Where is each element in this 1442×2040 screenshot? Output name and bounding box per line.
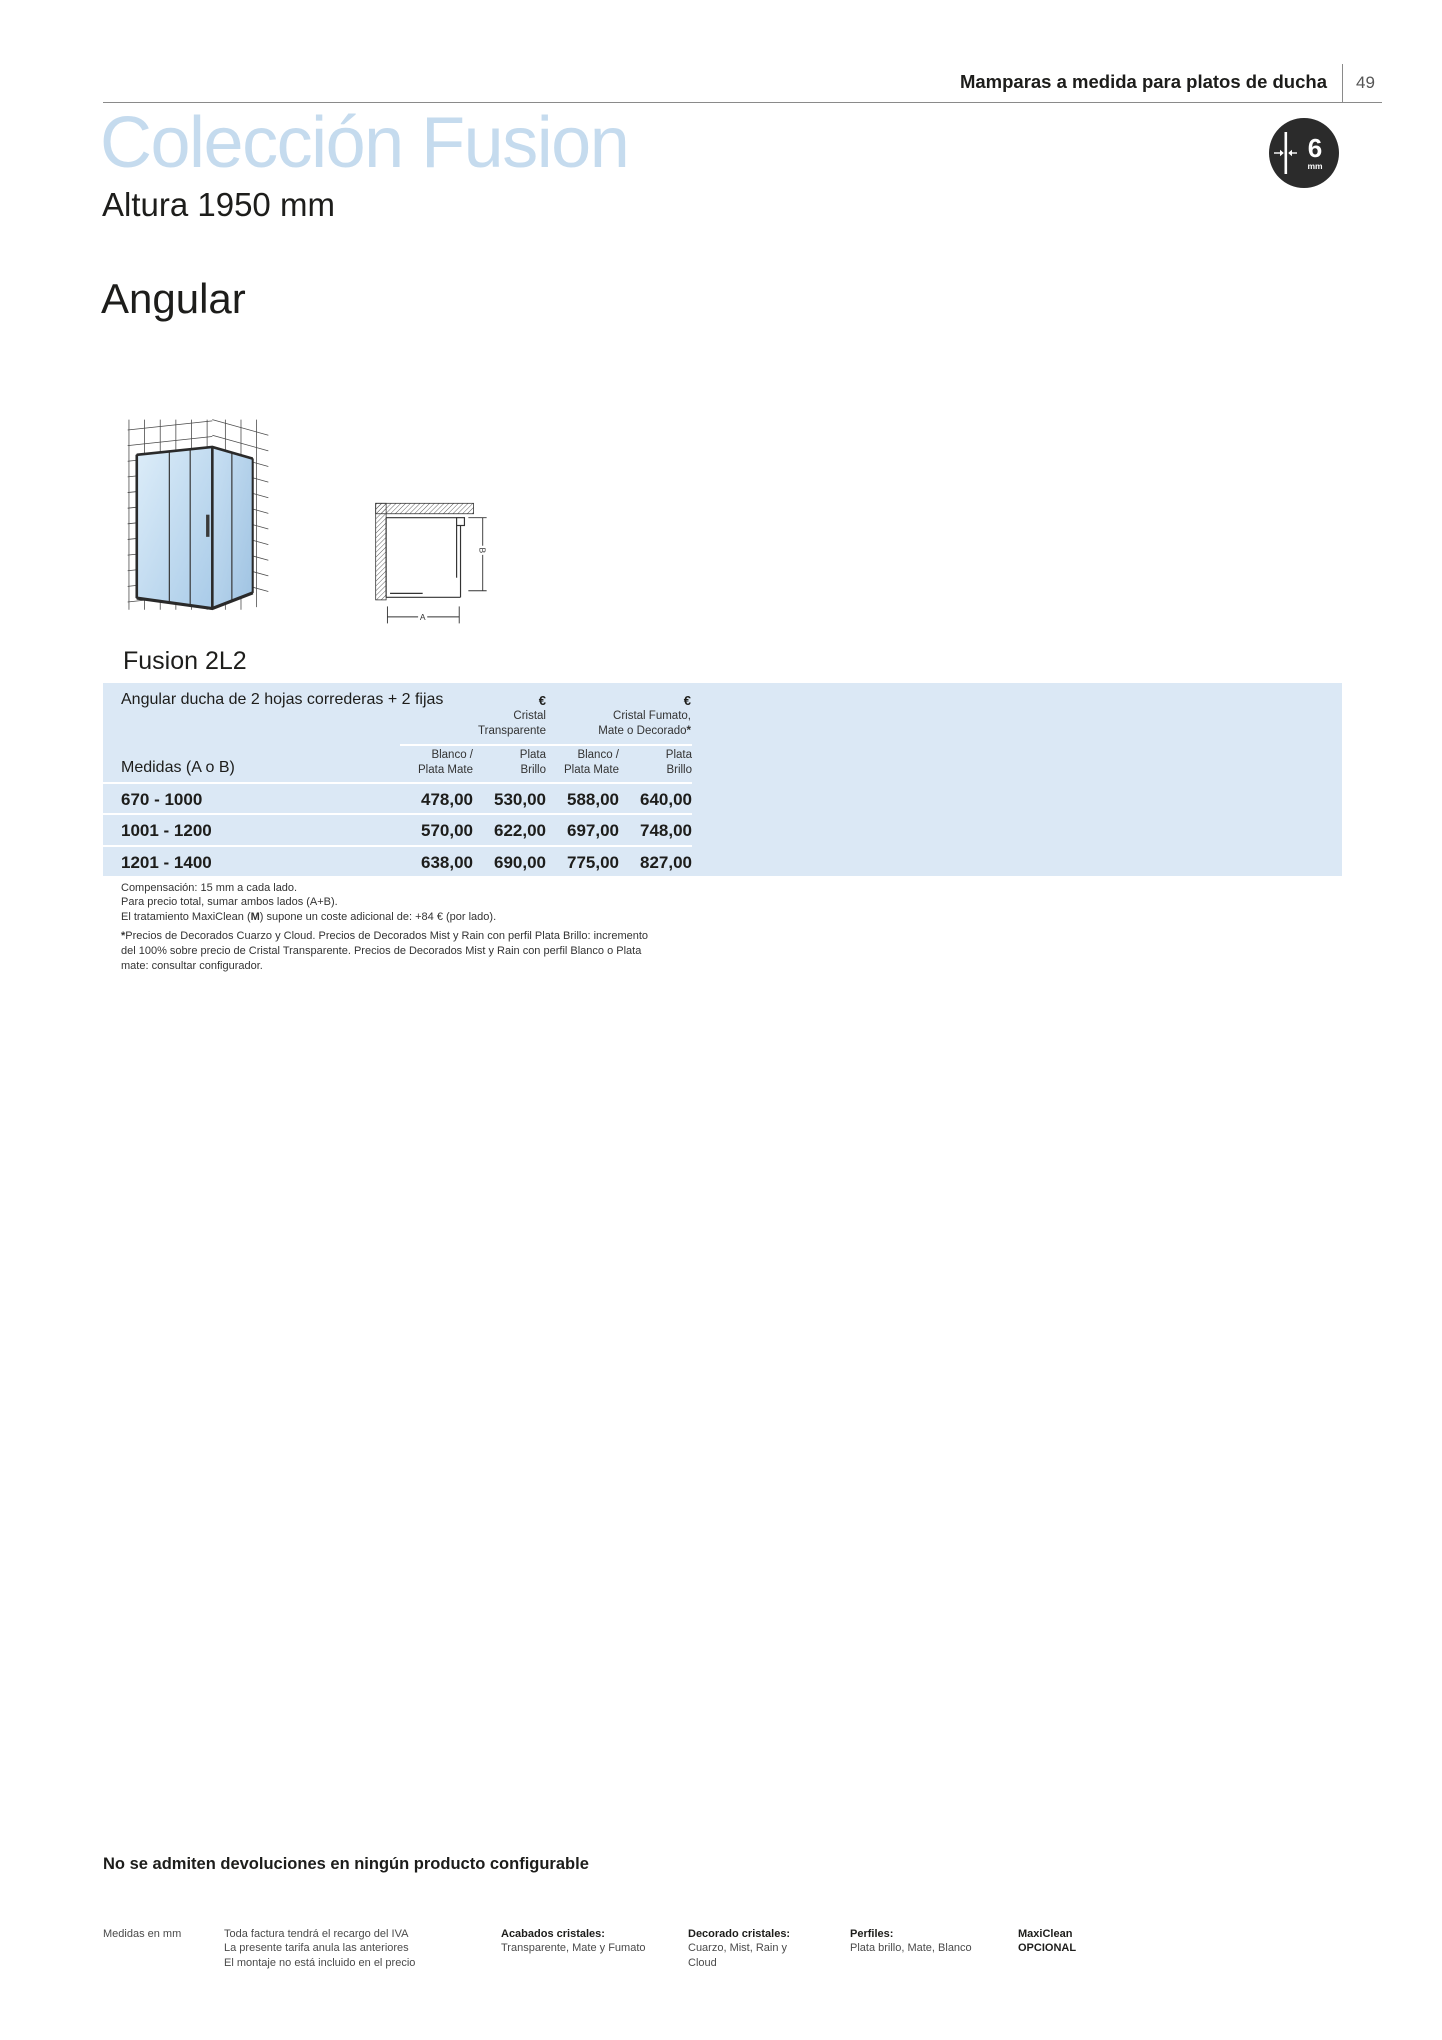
footer-column [224,1927,415,1970]
category-title: Angular [101,275,246,322]
footer-line: Cloud [688,1956,717,1969]
footnote-marker: * [686,724,691,737]
returns-disclaimer: No se admiten devoluciones en ningún producto configurable [103,1855,589,1873]
footer-column [501,1927,646,1956]
price-cell: 640,00 [640,790,692,809]
footer-column [103,1927,181,1941]
glass-group-label-line: Transparente [478,724,546,737]
footer-column [850,1927,972,1956]
note-text: El tratamiento MaxiClean ( [121,910,251,923]
note-compensation: Compensación: 15 mm a cada lado. [121,882,298,894]
finish-column-header [466,748,546,778]
price-cell: 622,00 [494,821,546,841]
footer-line: La presente tarifa anula las anteriores [224,1942,409,1955]
price-cell: 697,00 [567,821,619,841]
dimension-a-label: A [419,611,426,622]
side-glass-panel [212,447,252,609]
price-cell: 748,00 [640,821,692,841]
note-line: del 100% sobre precio de Cristal Transparente. Precios de Decorados Mist y Rain con perfil Blanco o Plata [121,944,642,957]
price-cell: 588,00 [567,790,619,809]
header-divider [1342,64,1343,102]
footnote-marker: * [121,930,126,942]
price-cell: 478,00 [421,790,473,809]
glass-group-label-line [531,724,691,739]
price-cell: 530,00 [494,790,546,809]
size-cell: 1001 - 1200 [121,821,212,841]
note-total: Para precio total, sumar ambos lados (A+B). [121,896,338,909]
size-cell: 1201 - 1400 [121,852,212,872]
floor-plan-diagram [373,502,488,626]
footer-label: MaxiClean [1018,1928,1073,1940]
finish-label-line: Blanco / [431,748,473,761]
finish-column-header [539,748,619,778]
note-line [121,929,648,944]
currency-symbol: € [538,693,546,708]
price-cell: 827,00 [640,852,692,872]
price-cell: 690,00 [494,852,546,872]
footer-label: Perfiles: [850,1928,894,1940]
footer-line: Cuarzo, Mist, Rain y [688,1942,788,1955]
footer-column [688,1927,790,1970]
note-maxiclean [121,910,496,924]
finish-column-header [612,748,692,778]
finish-label-line: Blanco / [577,748,619,761]
finish-column-header [393,748,473,778]
glass-group-label-text: Mate o Decorado [598,724,687,737]
page-number: 49 [1356,73,1375,92]
price-cell: 638,00 [421,852,473,872]
table-row [103,847,692,876]
finish-label-line: Plata Mate [418,763,473,776]
table-notes [121,881,496,924]
glass-pane-bar [1285,132,1288,174]
glass-thickness-icon [1268,117,1340,189]
price-cell: 570,00 [421,821,473,841]
footer-line: Toda factura tendrá el recargo del IVA [224,1928,409,1940]
door-handle-icon [206,515,209,537]
footer-line: OPCIONAL [1018,1942,1077,1955]
glass-group-label [531,709,691,739]
finish-label-line: Plata [519,748,546,761]
footer-line: Transparente, Mate y Fumato [501,1942,646,1955]
enclosure-outline [386,518,464,598]
glass-group-label-line: Cristal [513,709,546,722]
finish-label-line: Brillo [666,763,692,776]
note-text: ) supone un coste adicional de: +84 € (por lado). [259,910,497,923]
note-bold-text: M [250,910,260,923]
header-divider-line [400,744,692,746]
note-line: mate: consultar configurador. [121,959,263,972]
footer-line: El montaje no está incluido en el precio [224,1956,416,1969]
finish-label-line: Brillo [520,763,546,776]
decorados-note [121,929,648,973]
footer-line: Medidas en mm [103,1928,182,1940]
dimension-b-label: B [477,547,488,554]
table-row [103,784,692,813]
footer-line: Plata brillo, Mate, Blanco [850,1942,972,1955]
section-title: Mamparas a medida para platos de ducha [959,71,1327,92]
footer-column [1018,1927,1076,1956]
glass-thickness-unit: mm [1307,161,1323,171]
front-glass-panel [137,447,213,609]
glass-group-label-line: Cristal Fumato, [613,709,691,722]
product-name: Fusion 2L2 [123,647,247,675]
currency-symbol: € [683,693,691,708]
table-description: Angular ducha de 2 hojas correderas + 2 fijas [121,691,444,708]
collection-title: Colección Fusion [100,103,629,183]
footer-label: Decorado cristales: [688,1928,791,1940]
finish-label-line: Plata [665,748,692,761]
price-cell: 775,00 [567,852,619,872]
collection-height: Altura 1950 mm [102,186,335,223]
size-cell: 670 - 1000 [121,790,203,809]
size-column-header: Medidas (A o B) [121,759,235,776]
shower-enclosure-illustration [125,417,271,615]
note-text: Precios de Decorados Cuarzo y Cloud. Precios de Decorados Mist y Rain con perfil Plata Brillo: incremento [125,930,649,942]
glass-thickness-value: 6 [1307,133,1323,163]
footer-label: Acabados cristales: [501,1928,605,1940]
table-row [103,815,692,844]
finish-label-line: Plata Mate [564,763,619,776]
